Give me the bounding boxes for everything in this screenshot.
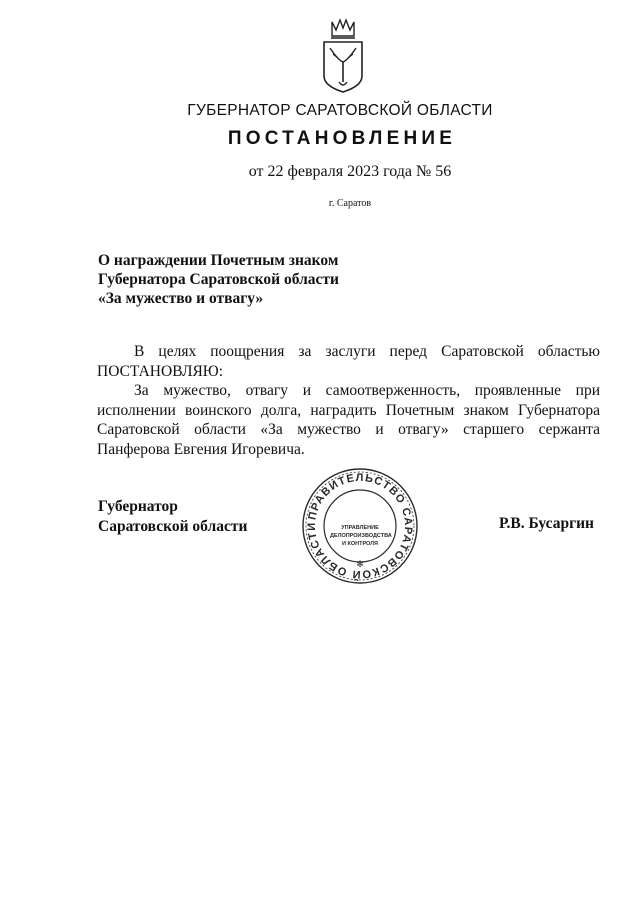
subject-line: «За мужество и отвагу» xyxy=(98,290,264,307)
intro-paragraph: В целях поощрения за заслуги перед Саратовской областью xyxy=(134,343,600,360)
signatory-name: Р.В. Бусаргин xyxy=(499,515,594,532)
document-body xyxy=(97,342,600,459)
subject-line: Губернатора Саратовской области xyxy=(98,271,339,288)
stamp-ring-text: ПРАВИТЕЛЬСТВО САРАТОВСКОЙ ОБЛАСТИ xyxy=(305,471,415,581)
stamp-center-line: И КОНТРОЛЯ xyxy=(342,541,378,547)
signatory-title-line: Саратовской области xyxy=(98,518,248,535)
signatory-title xyxy=(98,497,247,537)
decision-paragraph: За мужество, отвагу и самоотверженность, проявленные при исполнении воинского долга, наградить Почетным знаком Губернатора Саратовской области «За мужество и отвагу» старшего сержанта Панферова Евгения Игоревича. xyxy=(97,382,600,458)
document-city: г. Саратов xyxy=(328,198,372,209)
issuing-authority: ГУБЕРНАТОР САРАТОВСКОЙ ОБЛАСТИ xyxy=(187,102,493,119)
subject-line: О награждении Почетным знаком xyxy=(98,252,339,269)
signatory-title-line: Губернатор xyxy=(98,498,178,515)
stamp-center-line: ДЕЛОПРОИЗВОДСТВА xyxy=(330,533,392,539)
coat-of-arms-icon xyxy=(318,16,368,94)
stamp-center-text xyxy=(330,524,390,548)
svg-text:✻: ✻ xyxy=(356,559,364,569)
stamp-center-line: УПРАВЛЕНИЕ xyxy=(341,525,379,531)
document-date-number: от 22 февраля 2023 года № 56 xyxy=(248,163,452,180)
document-subject xyxy=(98,251,339,308)
document-type: ПОСТАНОВЛЕНИЕ xyxy=(227,128,457,149)
decree-word: ПОСТАНОВЛЯЮ: xyxy=(97,362,224,380)
